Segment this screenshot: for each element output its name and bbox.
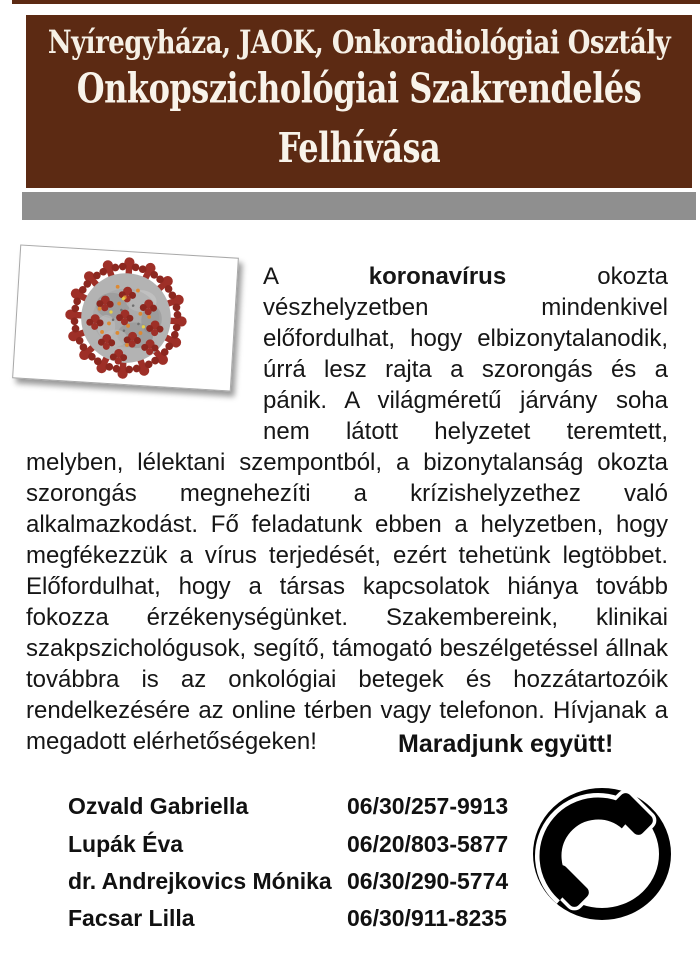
contact-name: Lupák Éva: [68, 830, 184, 857]
top-border-strip: [12, 0, 700, 4]
contact-name: Facsar Lilla: [68, 905, 195, 932]
slogan-text: Maradjunk együtt!: [398, 730, 614, 758]
contact-phone: 06/20/803-5877: [347, 830, 509, 857]
header-subtitle: Nyíregyháza, JAOK, Onkoradiológiai Osztály: [47, 24, 671, 62]
page-title-line2: Felhívása: [277, 123, 441, 173]
contact-phone: 06/30/290-5774: [347, 867, 509, 894]
contact-list: [68, 788, 508, 938]
body-paragraph: [26, 261, 668, 757]
contact-phone: 06/30/911-8235: [347, 905, 507, 932]
page-title: [26, 58, 692, 178]
intro-bold-word: koronavírus: [368, 263, 507, 290]
image-wrap-spacer: [26, 261, 263, 417]
intro-prefix: A: [263, 263, 369, 290]
contact-name: Ozvald Gabriella: [68, 793, 249, 820]
header-banner: [26, 15, 692, 188]
divider-bar: [22, 192, 696, 220]
intro-rest: okozta vészhelyzetben mindenkivel előfordulhat, hogy elbizonytalanodik, úrrá lesz rajta a szorongás és a pánik. A világméretű járvány soha nem látott helyzetet teremtett, melyben, lélektani szempontból, a bizonytalanság okozta szorongás megnehezíti a krízishelyzethez való alkalmazkodást. Fő feladatunk ebben a helyzetben, hogy megfékezzük a vírus terjedését, ezért tehetünk legtöbbet. Előfordulhat, hogy a társas kapcsolatok hiánya tovább fokozza érzékenységünket. Szakembereink, klinikai szakpszichológusok, segítő, támogató beszélgetéssel állnak továbbra is az onkológiai betegek és hozzátartozóik rendelkezésére az online térben vagy telefonon. Hívjanak a megadott elérhetőségeken!: [26, 263, 668, 755]
phone-icon: [527, 786, 675, 926]
contact-phone: 06/30/257-9913: [347, 793, 509, 820]
contact-name: dr. Andrejkovics Mónika: [68, 867, 332, 894]
phone-receiver-icon: [527, 786, 675, 926]
page-title-line1: Onkopszichológiai Szakrendelés: [76, 63, 642, 113]
